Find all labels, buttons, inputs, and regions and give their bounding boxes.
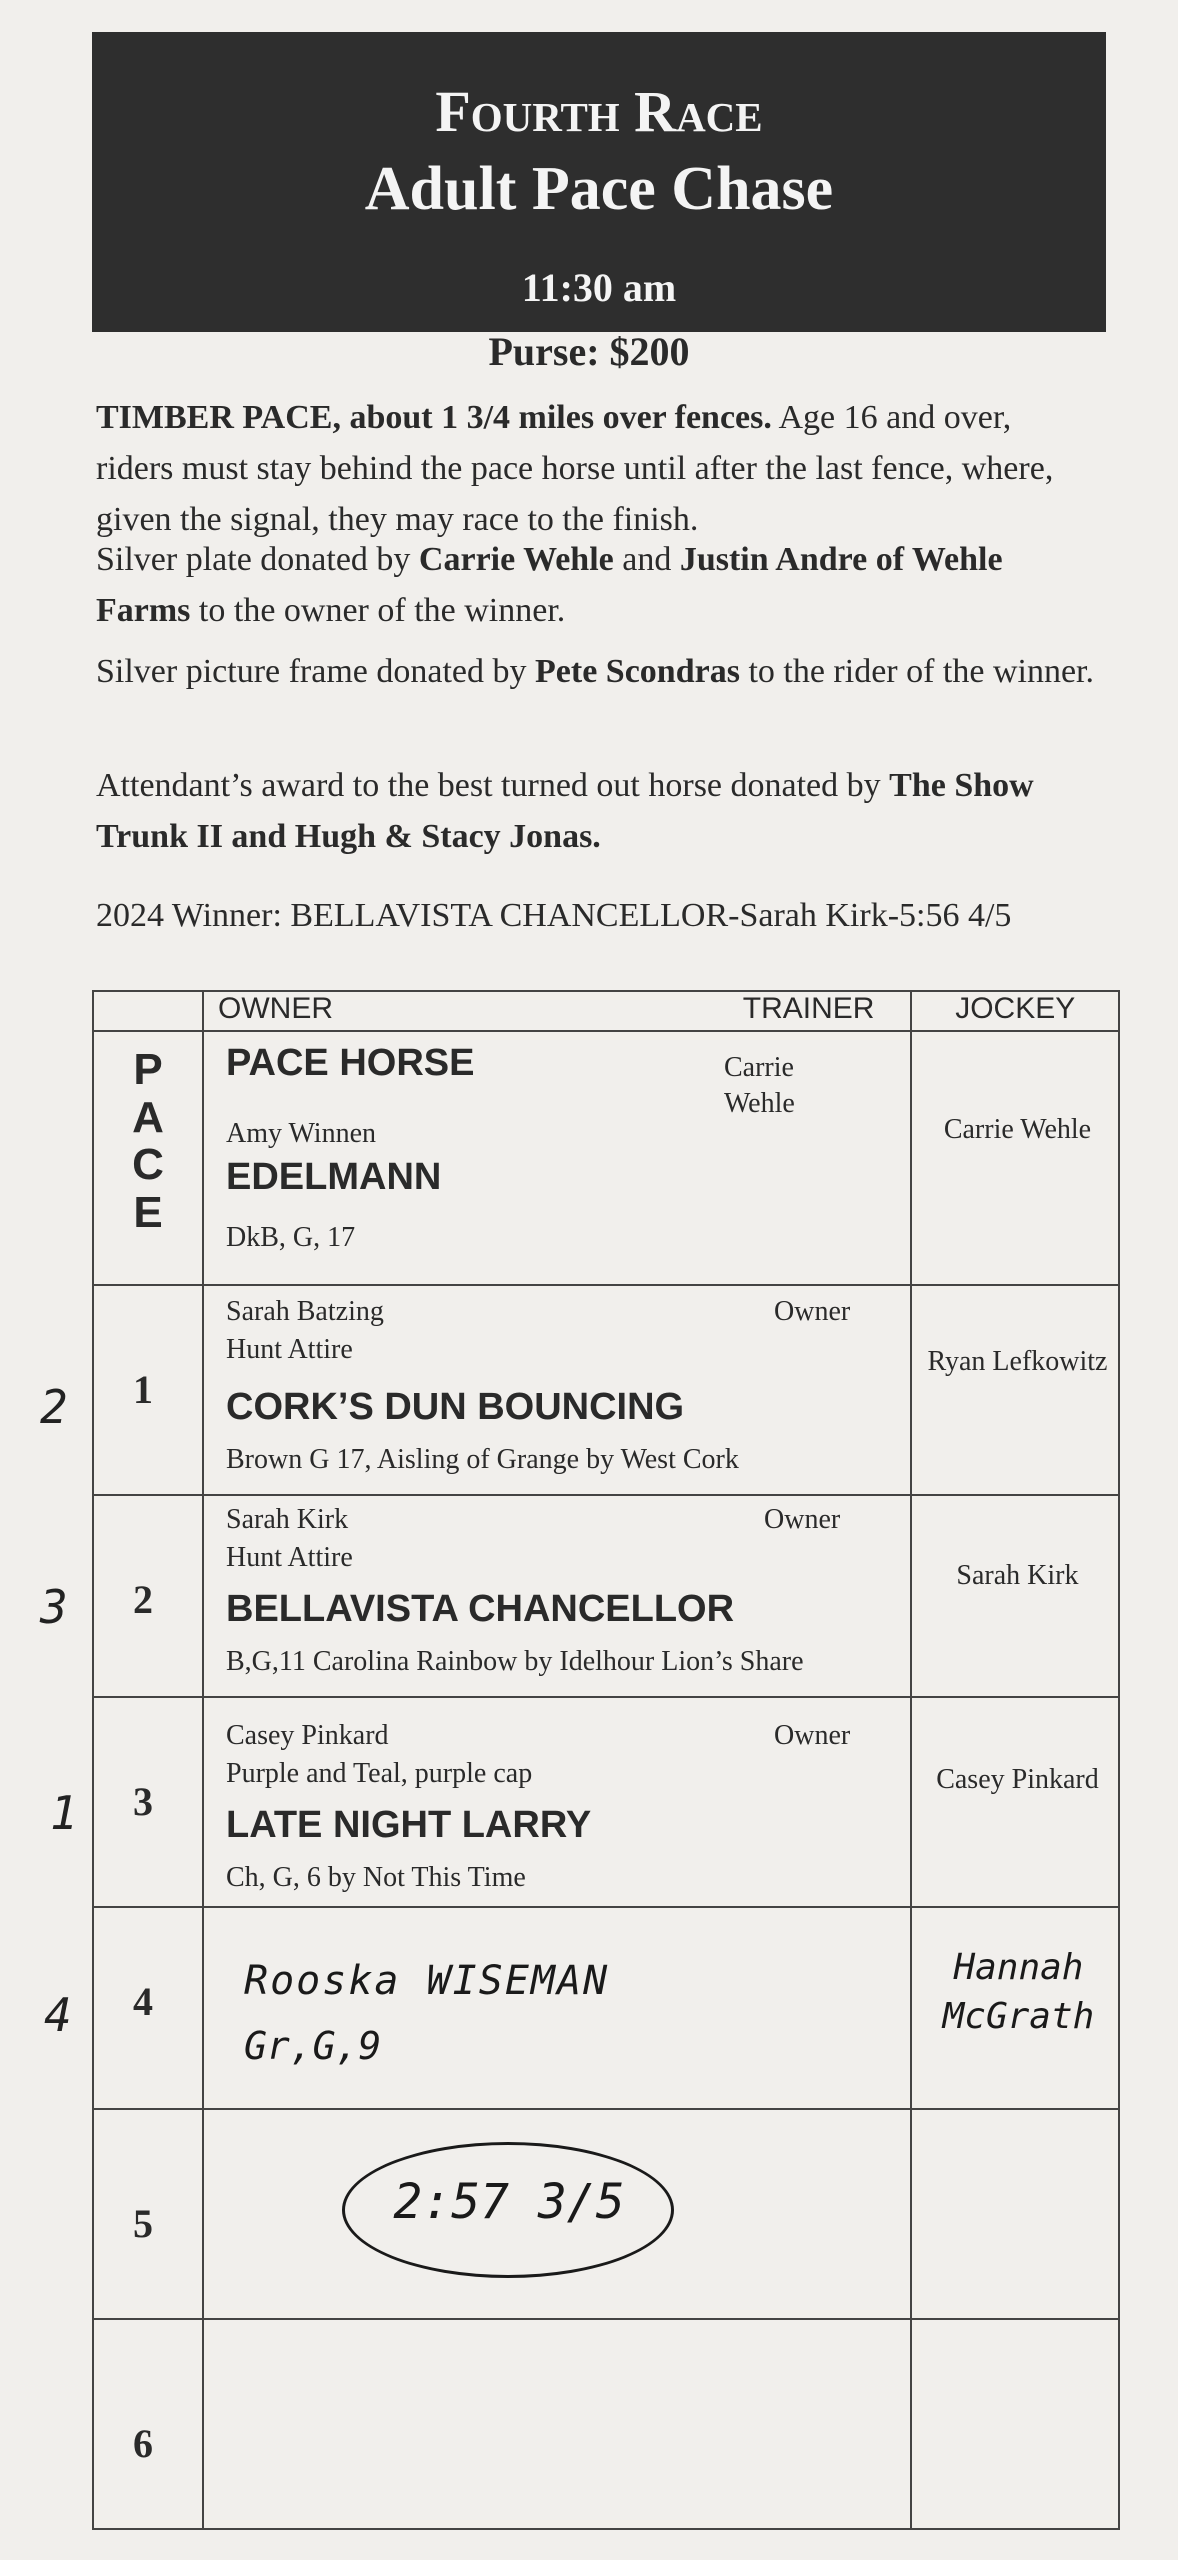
entry-number: 2: [133, 1577, 153, 1622]
entry-colors: Purple and Teal, purple cap: [226, 1758, 533, 1789]
entry-info-cell: [203, 1495, 911, 1697]
margin-finish-mark: 4: [44, 1988, 72, 2042]
handwritten-jockey: Hannah McGrath: [942, 1947, 1095, 2037]
table-row: [93, 1907, 1119, 2109]
race-name: Adult Pace Chase: [364, 155, 834, 223]
entry-horse-desc: B,G,11 Carolina Rainbow by Idelhour Lion’s Share: [226, 1646, 804, 1677]
entry-number: 1: [133, 1367, 153, 1412]
entry-number-cell: [93, 2109, 203, 2319]
donor-name: The Show Trunk II and Hugh & Stacy Jonas.: [96, 767, 1034, 855]
award-text: Silver picture frame donated by: [96, 653, 527, 690]
description-lead: TIMBER PACE, about 1 3/4 miles over fences.: [96, 399, 772, 436]
pace-letter: P: [133, 1045, 163, 1094]
donor-name: Carrie Wehle: [418, 541, 614, 578]
entry-number-cell: [93, 1697, 203, 1907]
entry-horse-desc: Brown G 17, Aisling of Grange by West Cork: [226, 1444, 739, 1475]
pace-row: [93, 1031, 1119, 1285]
entry-jockey-cell: [911, 2109, 1119, 2319]
entry-number-cell: [93, 1495, 203, 1697]
entry-jockey: Casey Pinkard: [936, 1764, 1099, 1795]
entry-horse-desc: Ch, G, 6 by Not This Time: [226, 1862, 526, 1893]
description-rest: Age 16 and over, riders must stay behind the pace horse until after the last fence, where, given the signal, they may race to the finish.: [96, 399, 1054, 538]
entry-jockey-cell: [911, 2319, 1119, 2529]
pace-horse-desc: DkB, G, 17: [226, 1222, 356, 1253]
entry-info-cell: [203, 2109, 911, 2319]
previous-winner: 2024 Winner: BELLAVISTA CHANCELLOR-Sarah Kirk-5:56 4/5: [96, 897, 1012, 934]
entry-jockey-cell: [911, 1907, 1119, 2109]
entry-horse-name: LATE NIGHT LARRY: [226, 1804, 592, 1846]
entry-owner: Casey Pinkard: [226, 1720, 389, 1751]
margin-finish-mark: 3: [40, 1580, 68, 1634]
table-header-row: [93, 991, 1119, 1031]
entry-info-cell: [203, 1907, 911, 2109]
entry-colors: Hunt Attire: [226, 1334, 353, 1365]
pace-letter: C: [132, 1140, 164, 1190]
pace-title: PACE HORSE: [226, 1042, 475, 1084]
entry-number: 3: [133, 1779, 153, 1824]
header-blank: [93, 991, 203, 1031]
header-trainer: TRAINER: [742, 992, 875, 1025]
entry-owner: Sarah Kirk: [226, 1504, 349, 1535]
entries-table: [92, 990, 1120, 2530]
entry-trainer: Owner: [774, 1296, 851, 1327]
pace-horse-name: EDELMANN: [226, 1156, 442, 1198]
entry-number-cell: [93, 1285, 203, 1495]
pace-trainer: Carrie Wehle: [724, 1052, 795, 1120]
race-header-banner: [92, 32, 1106, 332]
donor-name: Pete Scondras: [535, 653, 740, 690]
award-text: to the owner of the winner.: [198, 592, 566, 629]
handwritten-horse-desc: Gr,G,9: [244, 2024, 382, 2068]
handwritten-time: 2:57 3/5: [393, 2174, 625, 2230]
attendant-award: [96, 760, 1096, 862]
entry-info-cell: [203, 1285, 911, 1495]
header-owner: OWNER: [218, 992, 333, 1025]
pace-label: [94, 1032, 202, 1236]
award-text: and: [622, 541, 672, 578]
award-text: Silver plate donated by: [96, 541, 411, 578]
entry-colors: Hunt Attire: [226, 1542, 353, 1573]
entry-trainer: Owner: [764, 1504, 841, 1535]
pace-owner: Amy Winnen: [226, 1118, 377, 1149]
race-time: 11:30 am: [521, 265, 677, 310]
header-owner-trainer: [203, 991, 911, 1031]
table-row: [93, 1285, 1119, 1495]
purse: Purse: $200: [488, 329, 690, 374]
header-jockey: JOCKEY: [911, 991, 1119, 1031]
entry-horse-name: CORK’S DUN BOUNCING: [226, 1386, 685, 1428]
entry-jockey-cell: [911, 1285, 1119, 1495]
entry-jockey-cell: [911, 1697, 1119, 1907]
entry-info-cell: [203, 2319, 911, 2529]
pace-letter: E: [133, 1187, 163, 1237]
picture-frame-award: [96, 646, 1096, 697]
margin-finish-mark: 2: [40, 1380, 68, 1434]
margin-finish-mark: 1: [50, 1786, 78, 1840]
pace-jockey-cell: [911, 1031, 1119, 1285]
pace-jockey: Carrie Wehle: [943, 1114, 1092, 1145]
pace-letter: A: [132, 1092, 164, 1142]
table-row: [93, 1495, 1119, 1697]
race-description: [96, 392, 1096, 545]
silver-plate-award: [96, 534, 1096, 636]
entry-number-cell: [93, 1907, 203, 2109]
entry-owner: Sarah Batzing: [226, 1296, 384, 1327]
race-number: Fourth Race: [435, 79, 763, 144]
table-row: [93, 1697, 1119, 1907]
entry-trainer: Owner: [774, 1720, 851, 1751]
award-text: Attendant’s award to the best turned out horse donated by: [96, 767, 881, 804]
entry-number: 5: [133, 2201, 153, 2246]
entry-jockey: Sarah Kirk: [956, 1560, 1079, 1591]
handwritten-horse-name: Rooska WISEMAN: [244, 1958, 610, 2004]
table-row: [93, 2109, 1119, 2319]
pace-label-cell: [93, 1031, 203, 1285]
pace-info-cell: [203, 1031, 911, 1285]
entry-number: 4: [133, 1979, 153, 2024]
table-row: [93, 2319, 1119, 2529]
entry-jockey: Ryan Lefkowitz: [927, 1346, 1108, 1377]
entry-number-cell: [93, 2319, 203, 2529]
entry-horse-name: BELLAVISTA CHANCELLOR: [226, 1588, 735, 1630]
award-text: to the rider of the winner.: [748, 653, 1094, 690]
donor-name: Justin Andre of Wehle Farms: [96, 541, 1003, 629]
entry-number: 6: [133, 2421, 153, 2466]
entry-info-cell: [203, 1697, 911, 1907]
entry-jockey-cell: [911, 1495, 1119, 1697]
